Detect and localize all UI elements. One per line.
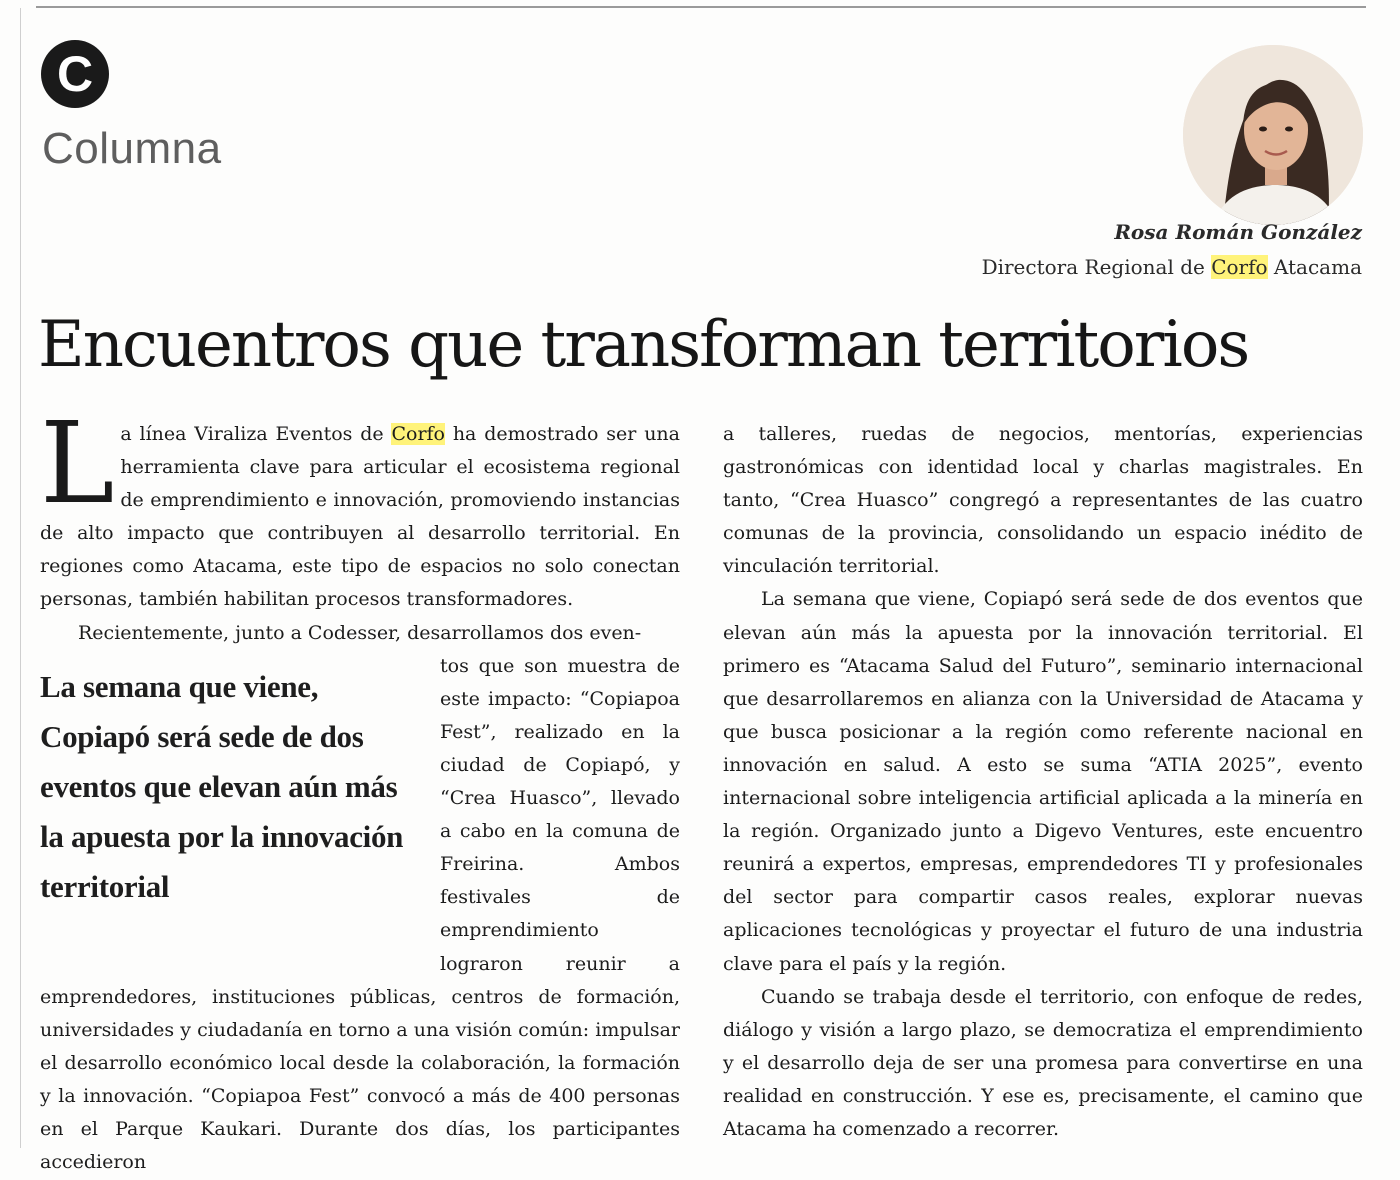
section-badge: C <box>41 40 109 108</box>
author-role <box>982 255 1362 279</box>
paragraph-2-lead: Recientemente, junto a Codesser, desarrollamos dos even- <box>78 621 642 644</box>
section-label: Columna <box>42 124 222 173</box>
paragraph-2-body: tos que son muestra de este impacto: “Copiapoa Fest”, realizado en la ciudad de Copiapó, y “Crea Huasco”, llevado a cabo en la comuna de Freirina. Ambos festivales de emprendimiento lograron reunir a emprendedores, instituciones públicas, centros de formación, universidades y ciudadanía en torno a una visión común: impulsar el desarrollo económico local desde la colaboración, la formación y la innovación. “Copiapoa Fest” convocó a más de 400 personas en el Parque Kaukari. Durante dos días, los participantes accedieron <box>40 654 680 1174</box>
paragraph-1-rest: ha demostrado ser una herramienta clave para articular el ecosistema regional de emprendimiento e innovación, promoviendo instancias de alto impacto que contribuyen al desarrollo territorial. En regiones como Atacama, este tipo de espacios no solo conectan personas, también habilitan procesos transformadores. <box>40 423 680 611</box>
article-column-2 <box>723 418 1363 1146</box>
paragraph-1-org: Corfo <box>391 423 445 445</box>
paragraph-3: La semana que viene, Copiapó será sede de dos eventos que elevan aún más la apuesta por la innovación territorial. El primero es “Atacama Salud del Futuro”, seminario internacional que desarrollaremos en alianza con la Universidad de Atacama y que busca posicionar a la región como referente nacional en innovación en salud. A esto se suma “ATIA 2025”, evento internacional sobre inteligencia artificial aplicada a la minería en la región. Organizado junto a Digevo Ventures, este encuentro reunirá a expertos, empresas, emprendedores TI y profesionales del sector para compartir casos reales, explorar nuevas aplicaciones tecnológicas y proyectar el futuro de una industria clave para el país y la región. <box>723 588 1363 975</box>
paragraph-1 <box>40 399 680 617</box>
author-role-org: Corfo <box>1211 255 1268 279</box>
pull-quote: La semana que viene, Copiapó será sede de dos eventos que elevan aún más la apuesta por la innovación territorial <box>40 668 404 904</box>
paragraph-1-start: a línea Viraliza Eventos de <box>120 423 392 445</box>
article-column-1 <box>40 399 680 1179</box>
top-rule <box>36 6 1366 8</box>
author-role-suffix: Atacama <box>1267 255 1362 279</box>
drop-cap: L <box>40 399 115 529</box>
author-name: Rosa Román González <box>1114 220 1362 244</box>
headline: Encuentros que transforman territorios <box>38 308 1249 382</box>
author-portrait <box>1183 45 1363 225</box>
paragraph-4: Cuando se trabaja desde el territorio, con enfoque de redes, diálogo y visión a largo plazo, se democratiza el emprendimiento y el desarrollo deja de ser una promesa para convertirse en una realidad en construcción. Y ese es, precisamente, el camino que Atacama ha comenzado a recorrer. <box>723 985 1363 1140</box>
left-rule <box>20 8 21 1148</box>
author-role-prefix: Directora Regional de <box>981 255 1212 279</box>
author-portrait-image <box>1183 45 1363 225</box>
paragraph-2-continued: a talleres, ruedas de negocios, mentorías, experiencias gastronómicas con identidad local y charlas magistrales. En tanto, “Crea Huasco” congregó a representantes de las cuatro comunas de la provincia, consolidando un espacio inédito de vinculación territorial. <box>723 423 1363 578</box>
